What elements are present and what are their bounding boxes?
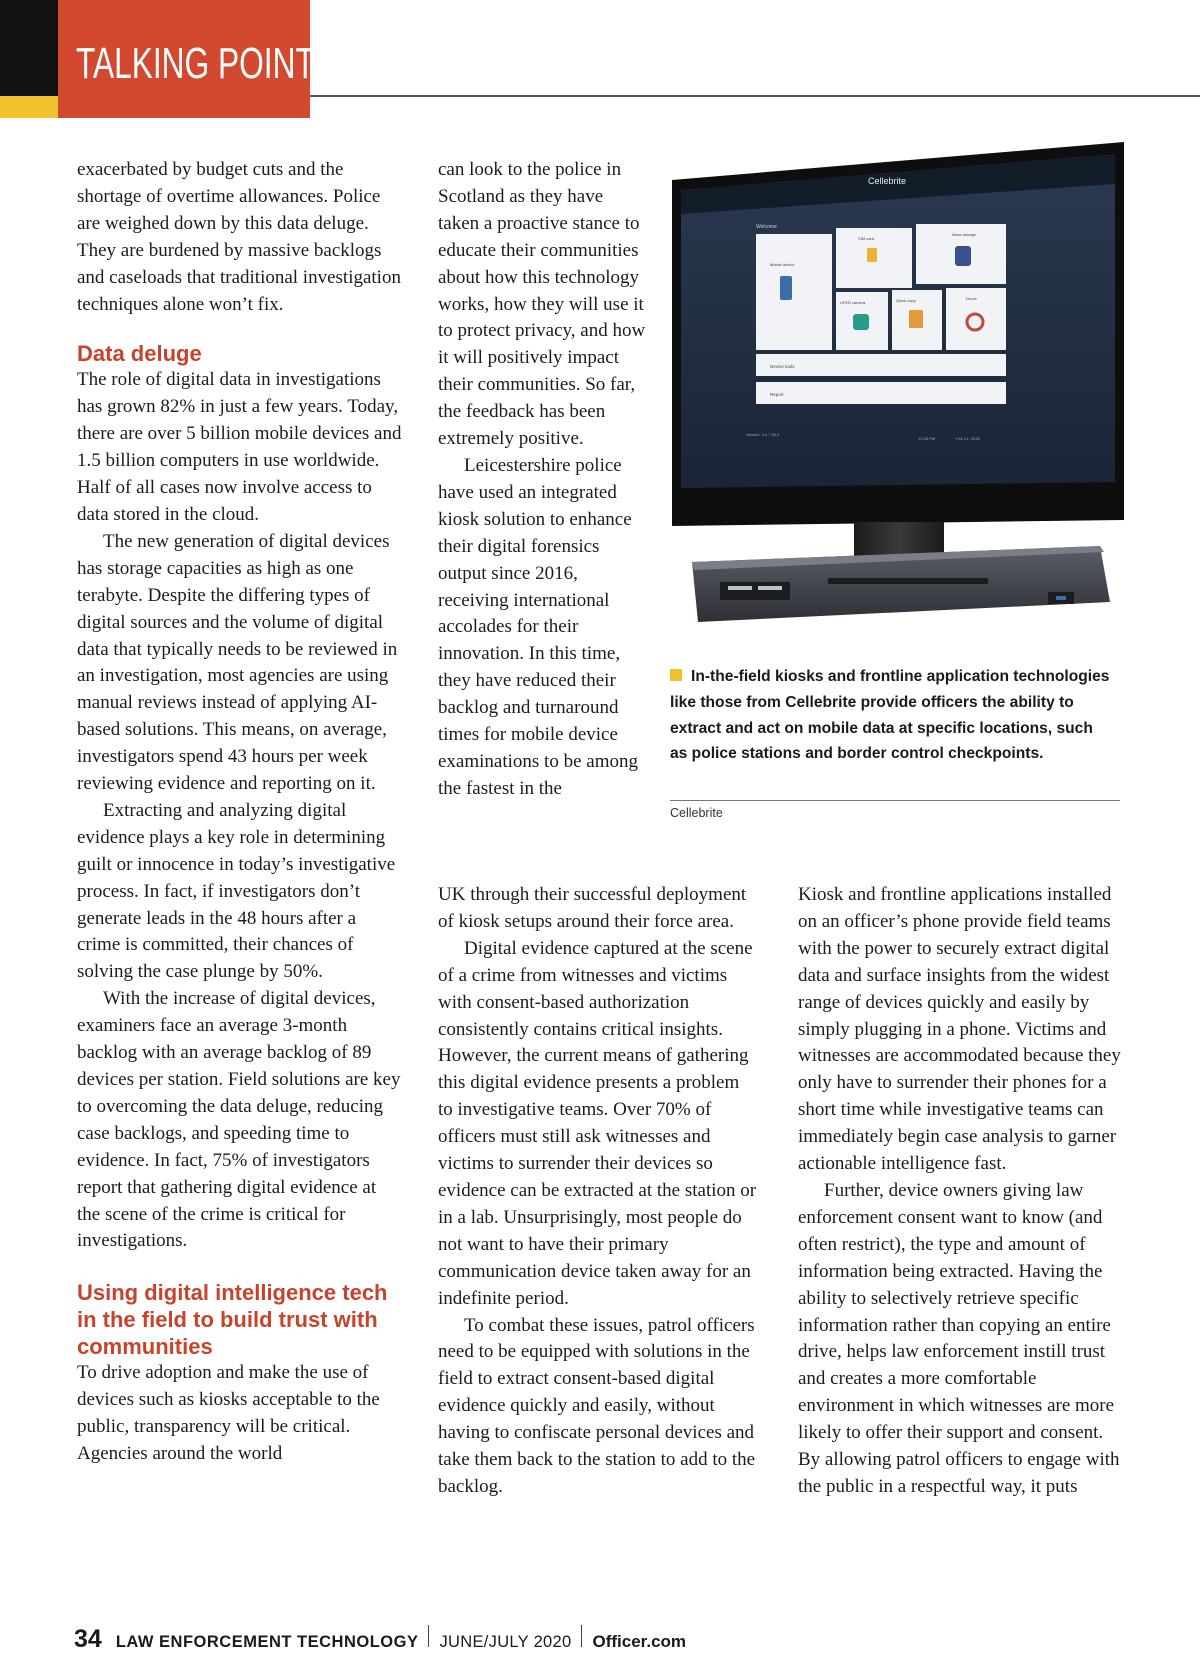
article-column-1 — [77, 157, 402, 1468]
tile-label-drone: Drone — [966, 296, 977, 301]
subheading-digital-intelligence: Using digital intelligence tech in the field to build trust with communities — [77, 1280, 388, 1360]
body-paragraph: UK through their successful deployment of kiosk setups around their force area. — [438, 884, 747, 932]
footer-divider — [581, 1625, 582, 1647]
screen-welcome: Welcome — [756, 224, 777, 230]
body-paragraph: Further, device owners giving law enforcement consent want to know (and often restrict), the type and amount of information being extracted. Having the ability to selectively retrieve specific information rather than copying an entire drive, helps law enforcement instill trust and creates a more comfortable environment in which witnesses are more likely to offer their support and consent. By allowing patrol officers to engage with the public in a respectful way, it puts — [798, 1179, 1120, 1497]
ufed-camera-icon — [853, 314, 869, 330]
article-column-2-lower — [438, 882, 758, 1501]
body-paragraph: With the increase of digital devices, examiners face an average 3-month backlog with an average backlog of 89 devices per station. Field solutions are key to overcoming the data deluge, reducing case backlogs, and speeding time to evidence. In fact, 75% of investigators report that gathering digital evidence at the scene of the crime is critical for investigations. — [77, 988, 401, 1252]
footer-divider — [428, 1625, 429, 1647]
article-column-3 — [798, 882, 1128, 1501]
figure-caption — [670, 664, 1110, 767]
body-paragraph: exacerbated by budget cuts and the shortage of overtime allowances. Police are weighed down by this data deluge. They are burdened by massive backlogs and caseloads that traditional investigation techniques alone won’t fix. — [77, 159, 401, 315]
body-paragraph: To combat these issues, patrol officers need to be equipped with solutions in the field to extract consent-based digital evidence quickly and easily, without having to confiscate personal devices and take them back to the station to add to the backlog. — [438, 1314, 756, 1497]
subheading-data-deluge: Data deluge — [77, 341, 202, 367]
quick-copy-icon — [909, 310, 923, 328]
report-label: Report — [770, 392, 784, 397]
website-link[interactable]: Officer.com — [592, 1632, 687, 1651]
mobile-device-icon — [780, 276, 792, 300]
page-number: 34 — [74, 1625, 102, 1653]
tile-label-ufed: UFED camera — [840, 300, 866, 305]
body-paragraph: Leicestershire police have used an integrated kiosk solution to enhance their digital forensics output since 2016, receiving international accolades for their innovation. In this time, they have reduced their backlog and turnaround times for mobile device examinations to be among the fastest in the — [438, 454, 638, 799]
page-footer — [74, 1625, 686, 1655]
header-yellow-block — [0, 96, 58, 118]
screen-brand: Cellebrite — [868, 176, 907, 186]
body-paragraph: To drive adoption and make the use of devices such as kiosks acceptable to the public, transparency will be critical. Agencies around the world — [77, 1362, 380, 1465]
device-tools-label: Device tools — [770, 364, 795, 369]
photo-credit: Cellebrite — [670, 806, 723, 820]
body-paragraph: can look to the police in Scotland as they have taken a proactive stance to educate their communities about how this technology works, how they will use it to protect privacy, and how it will positively impact their communities. So far, the feedback has been extremely positive. — [438, 159, 646, 450]
caption-text: In-the-field kiosks and frontline application technologies like those from Cellebrite provide officers the ability to extract and act on mobile data at specific locations, such as police stations and border control checkpoints. — [670, 668, 1110, 763]
screen-date: Feb 21, 2018 — [956, 436, 980, 441]
kiosk-photo — [668, 142, 1128, 652]
tile-label-mobile: Mobile device — [770, 262, 795, 267]
caption-rule — [670, 800, 1120, 801]
publication-name: LAW ENFORCEMENT TECHNOLOGY — [115, 1633, 419, 1651]
header-rule — [310, 95, 1200, 97]
screen-time: 12:38 PM — [918, 436, 936, 441]
sim-card-icon — [867, 248, 877, 262]
body-paragraph: Extracting and analyzing digital evidence plays a key role in determining guilt or innocence in today’s investigative process. In fact, if investigators don’t generate leads in the 48 hours after a crime is committed, their chances of solving the case plunge by 50%. — [77, 799, 396, 983]
tile-label-sim: SIM card — [858, 236, 875, 241]
header-black-block — [0, 0, 58, 96]
section-title: TALKING POINTS — [76, 39, 336, 88]
body-paragraph: The new generation of digital devices has storage capacities as high as one terabyte. Despite the differing types of digital sources and the volume of digital data that typically needs to be reviewed in an investigation, most agencies are using manual reviews instead of applying AI-based solutions. This means, on average, investigators spend 43 hours per week reviewing evidence and reporting on it. — [77, 530, 398, 795]
caption-marker — [670, 669, 682, 681]
body-paragraph: Digital evidence captured at the scene of a crime from witnesses and victims with consent-based authorization consistently contains critical insights. However, the current means of gathering this digital evidence presents a problem to investigative teams. Over 70% of officers must still ask witnesses and victims to surrender their devices so evidence can be extracted at the station or in a lab. Unsurprisingly, most people do not want to have their primary communication device taken away for an indefinite period. — [438, 937, 757, 1309]
body-paragraph: Kiosk and frontline applications installed on an officer’s phone provide field teams with the power to securely extract digital data and surface insights from the widest range of devices quickly and easily by simply plugging in a phone. Victims and witnesses are accommodated because they only have to surrender their phones for a short time while investigative teams can immediately begin case analysis to garner actionable intelligence fast. — [798, 884, 1121, 1175]
issue-date: JUNE/JULY 2020 — [439, 1633, 572, 1651]
tile-label-quick: Quick copy — [896, 298, 916, 303]
mass-storage-icon — [955, 246, 971, 266]
article-column-2-upper — [438, 157, 648, 803]
tile-label-mass: Mass storage — [952, 232, 977, 237]
screen-version: Version: 4.4.7.30.4 — [746, 432, 780, 437]
body-paragraph: The role of digital data in investigations has grown 82% in just a few years. Today, there are over 5 billion mobile devices and 1.5 billion computers in use worldwide. Half of all cases now involve access to data stored in the cloud. — [77, 369, 402, 525]
